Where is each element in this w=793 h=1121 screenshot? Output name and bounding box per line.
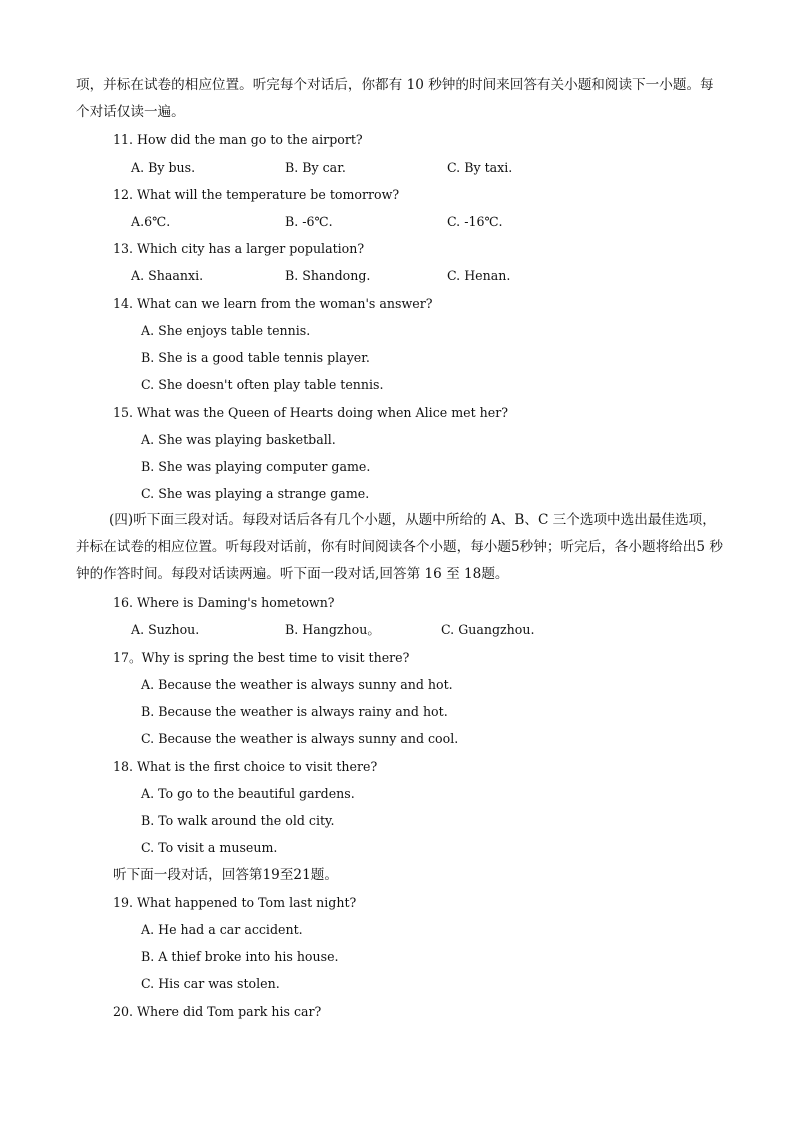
option-c: C. To visit a museum. [141,840,278,855]
option-c: C. -16℃. [447,214,503,229]
option-c: C. Because the weather is always sunny and cool. [141,731,459,746]
option-a: A. By bus. [131,160,196,175]
option-a: A. She enjoys table tennis. [141,323,311,338]
question-11: 11. How did the man go to the airport? [113,132,363,147]
section-4-instructions: (四)听下面三段对话。每段对话后各有几个小题，从题中所给的 A、B、C 三个选项中选出最佳选项，并标在试卷的相应位置。听每段对话前，你有时间阅读各个小题，每小题5秒钟；听完后，各小题将给出5 秒钟的作答时间。每段对话读两遍。听下面一段对话,回答第 16 至 18题。 [76,512,723,582]
question-18: 18. What is the first choice to visit there? [113,759,378,774]
question-12: 12. What will the temperature be tomorrow? [113,187,400,202]
question-17: 17。Why is spring the best time to visit there? [113,650,410,665]
option-b: B. She was playing computer game. [141,459,371,474]
option-b: B. Because the weather is always rainy and hot. [141,704,448,719]
option-a: A. Suzhou. [131,622,200,637]
option-c: C. Guangzhou. [441,622,535,637]
option-c: C. By taxi. [447,160,513,175]
question-14: 14. What can we learn from the woman's answer? [113,296,433,311]
option-c: C. Henan. [447,268,511,283]
option-a: A. He had a car accident. [141,922,303,937]
option-b: B. A thief broke into his house. [141,949,339,964]
options-row-13 [131,268,731,284]
question-15: 15. What was the Queen of Hearts doing when Alice met her? [113,405,508,420]
option-c: C. She was playing a strange game. [141,486,370,501]
question-13: 13. Which city has a larger population? [113,241,365,256]
options-row-11 [131,160,731,176]
question-20: 20. Where did Tom park his car? [113,1004,322,1019]
option-a: A. She was playing basketball. [141,432,336,447]
option-b: B. To walk around the old city. [141,813,335,828]
question-19: 19. What happened to Tom last night? [113,895,357,910]
option-c: C. She doesn't often play table tennis. [141,377,384,392]
option-b: B. By car. [285,160,346,175]
option-b: B. Hangzhou。 [285,622,380,637]
option-c: C. His car was stolen. [141,976,280,991]
option-b: B. -6℃. [285,214,333,229]
section-note: 听下面一段对话，回答第19至21题。 [113,867,338,883]
options-row-16 [131,622,731,638]
option-b: B. She is a good table tennis player. [141,350,370,365]
option-a: A. To go to the beautiful gardens. [141,786,355,801]
options-row-12 [131,214,731,230]
intro-paragraph: 项，并标在试卷的相应位置。听完每个对话后，你都有 10 秒钟的时间来回答有关小题和阅读下一小题。每个对话仅读一遍。 [76,77,714,120]
option-b: B. Shandong. [285,268,371,283]
option-a: A.6℃. [131,214,171,229]
option-a: A. Because the weather is always sunny and hot. [141,677,453,692]
option-a: A. Shaanxi. [131,268,204,283]
question-16: 16. Where is Daming's hometown? [113,595,335,610]
